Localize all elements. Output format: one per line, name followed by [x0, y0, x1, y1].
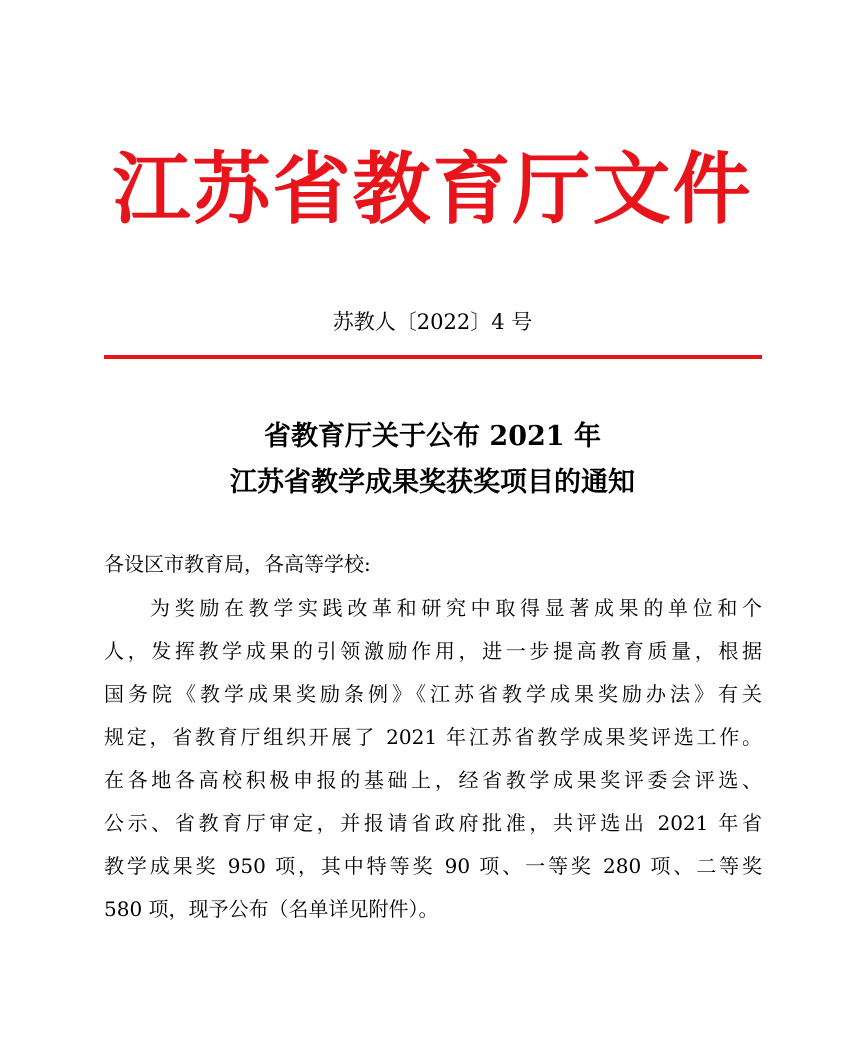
notice-title-line-1: 省教育厅关于公布 2021 年	[264, 421, 601, 452]
notice-title-line-2: 江苏省教学成果奖获奖项目的通知	[230, 467, 635, 498]
document-masthead: 江苏省教育厅文件	[112, 145, 753, 235]
salutation: 各设区市教育局，各高等学校:	[104, 552, 371, 576]
body-line: 国务院《教学成果奖励条例》《江苏省教学成果奖励办法》有关	[104, 682, 762, 706]
body-line: 在各地各高校积极申报的基础上，经省教学成果奖评委会评选、	[104, 768, 762, 792]
document-number: 苏教人〔2022〕4 号	[332, 310, 533, 334]
body-line: 教学成果奖 950 项，其中特等奖 90 项、一等奖 280 项、二等奖	[104, 854, 762, 878]
body-line: 580 项，现予公布（名单详见附件）。	[104, 897, 439, 921]
body-line: 规定，省教育厅组织开展了 2021 年江苏省教学成果奖评选工作。	[104, 725, 762, 749]
body-line: 人，发挥教学成果的引领激励作用，进一步提高教育质量，根据	[104, 639, 762, 663]
red-divider-rule	[104, 355, 762, 359]
body-line: 为奖励在教学实践改革和研究中取得显著成果的单位和个	[150, 596, 762, 620]
body-line: 公示、省教育厅审定，并报请省政府批准，共评选出 2021 年省	[104, 811, 762, 835]
